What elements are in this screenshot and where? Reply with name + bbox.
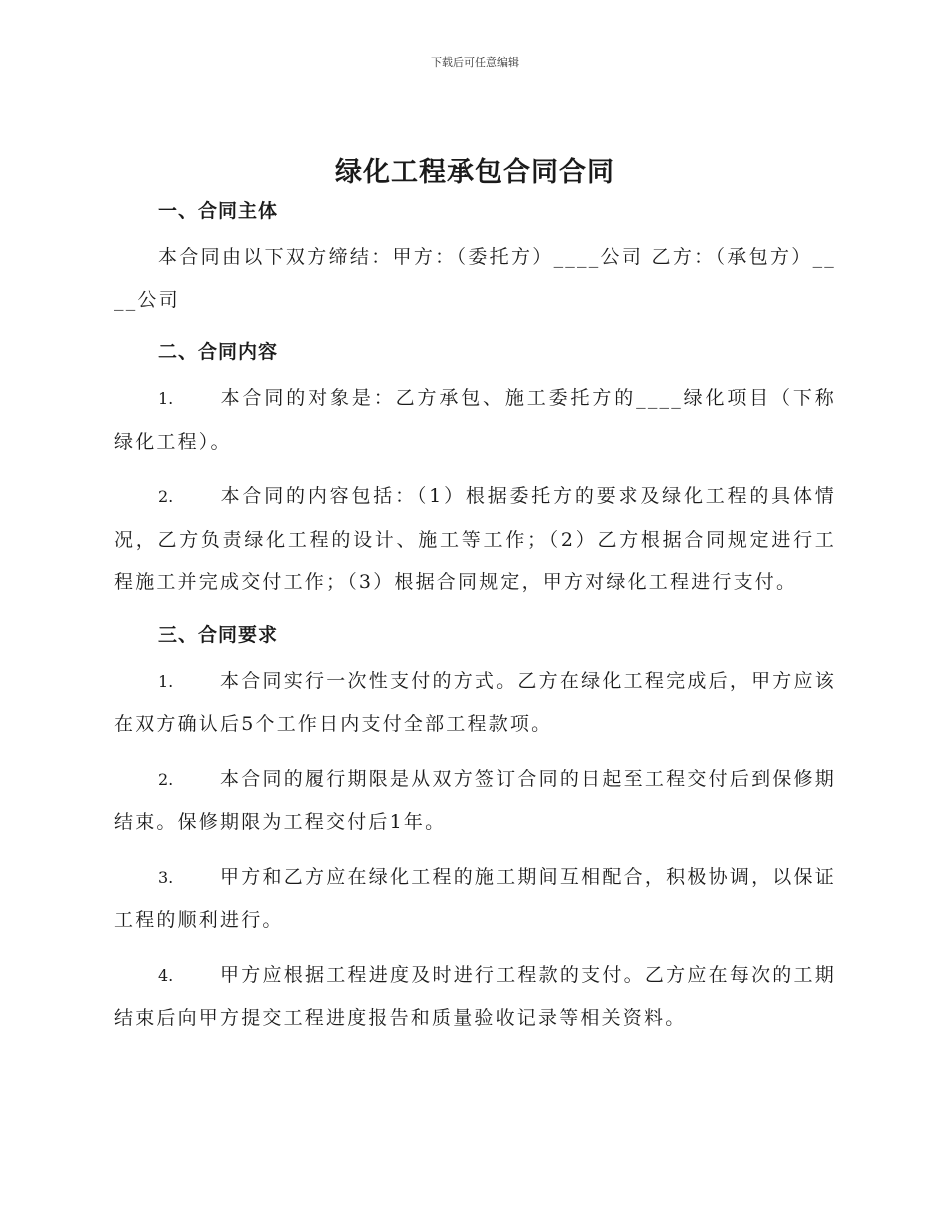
document-title: 绿化工程承包合同合同 <box>335 157 615 188</box>
item-number: 4. <box>158 965 174 985</box>
list-item <box>114 856 836 942</box>
list-item <box>114 475 836 604</box>
list-item <box>114 377 836 463</box>
section-paragraph-parties: 本合同由以下双方缔结：甲方：（委托方）____公司 乙方：（承包方）____公司 <box>114 246 836 311</box>
item-text: 本合同的履行期限是从双方签订合同的日起至工程交付后到保修期结束。保修期限为工程交付后1年。 <box>114 767 836 833</box>
list-item <box>114 954 836 1040</box>
item-number: 2. <box>158 487 174 506</box>
item-text: 本合同的对象是：乙方承包、施工委托方的____绿化项目（下称绿化工程）。 <box>114 387 836 453</box>
item-text: 甲方和乙方应在绿化工程的施工期间互相配合，积极协调，以保证工程的顺利进行。 <box>114 865 836 931</box>
item-number: 1. <box>158 671 174 691</box>
section-heading-content: 二、合同内容 <box>158 341 279 363</box>
section-heading-subject: 一、合同主体 <box>158 200 279 222</box>
item-text: 本合同实行一次性支付的方式。乙方在绿化工程完成后，甲方应该在双方确认后5个工作日内支付全部工程款项。 <box>114 669 836 735</box>
item-number: 2. <box>158 769 174 789</box>
document-body <box>114 196 836 1040</box>
list-item <box>114 660 836 746</box>
item-text: 本合同的内容包括：（1）根据委托方的要求及绿化工程的具体情况，乙方负责绿化工程的设计、施工等工作；（2）乙方根据合同规定进行工程施工并完成交付工作；（3）根据合同规定，甲方对绿化工程进行支付。 <box>114 485 836 593</box>
item-number: 1. <box>158 389 174 408</box>
item-number: 3. <box>158 867 174 887</box>
section-heading-requirements: 三、合同要求 <box>158 623 279 646</box>
header-note: 下载后可任意编辑 <box>431 56 519 69</box>
item-text: 甲方应根据工程进度及时进行工程款的支付。乙方应在每次的工期结束后向甲方提交工程进度报告和质量验收记录等相关资料。 <box>114 963 836 1029</box>
list-item <box>114 758 836 844</box>
